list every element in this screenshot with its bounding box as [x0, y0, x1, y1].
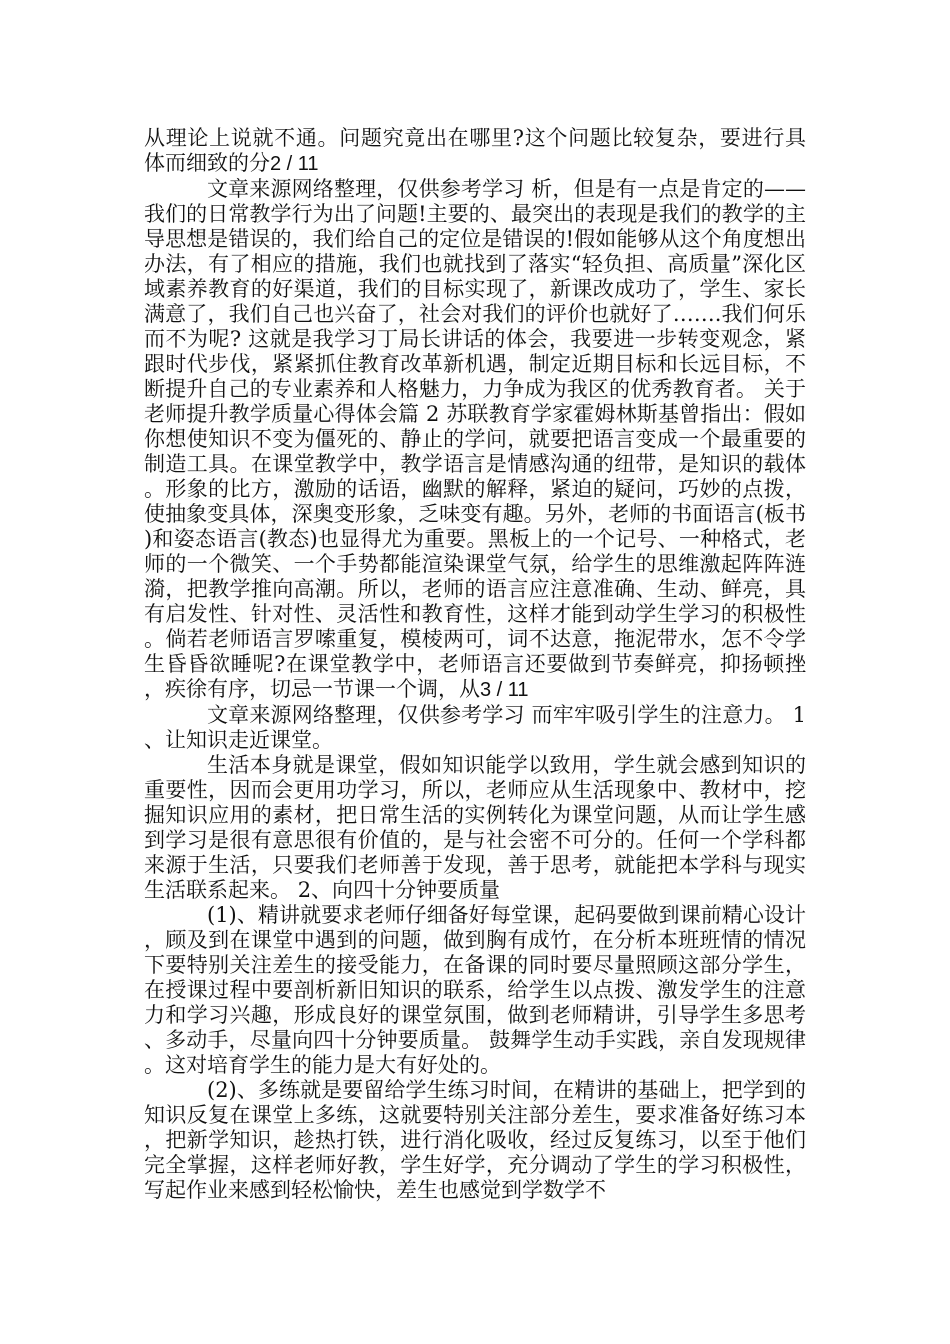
section-heading: 1、让知识走近课堂。: [144, 703, 806, 752]
page-number-marker: 3 / 11: [480, 679, 529, 701]
page-number-marker: 2 / 11: [270, 153, 319, 175]
paragraph-5: (1)、精讲就要求老师仔细备好每堂课，起码要做到课前精心设计，顾及到在课堂中遇到的问题，做到胸有成竹，在分析本班班情的情况下要特别关注差生的接受能力，在备课的同时要尽量照顾这部分学生，在授课过程中要剖析新旧知识的联系，给学生以点拨、激发学生的注意力和学习兴趣，形成良好的课堂氛围，做到老师精讲，引导学生多思考、多动手，尽量向四十分钟要质量。 鼓舞学生动手实践，亲自发现规律。这对培育学生的能力是大有好处的。: [144, 903, 806, 1077]
paragraph-1: [144, 126, 806, 177]
paragraph-3-text: 而牢牢吸引学生的注意力。: [531, 703, 786, 727]
paragraph-6: (2)、多练就是要留给学生练习时间，在精讲的基础上，把学到的知识反复在课堂上多练，这就要特别关注部分差生，要求准备好练习本，把新学知识，趁热打铁，进行消化吸收，经过反复练习，以至于他们完全掌握，这样老师好教，学生好学，充分调动了学生的学习积极性，写起作业来感到轻松愉快，差生也感觉到学数学不: [144, 1078, 806, 1202]
section-heading: 2、向四十分钟要质量: [297, 878, 501, 902]
paragraph-4: [144, 753, 806, 903]
source-note: 文章来源网络整理，仅供参考学习: [207, 703, 525, 727]
paragraph-3: [144, 703, 806, 753]
paragraph-4-text: 生活本身就是课堂，假如知识能学以致用，学生就会感到知识的重要性，因而会更用功学习，所以，老师应从生活现象中、教材中，挖掘知识应用的素材，把日常生活的实例转化为课堂问题，从而让学生感到学习是很有意思很有价值的，是与社会密不可分的。任何一个学科都来源于生活，只要我们老师善于发现，善于思考，就能把本学科与现实生活联系起来。: [144, 753, 806, 902]
source-note: 文章来源网络整理，仅供参考学习: [207, 177, 525, 201]
paragraph-1-text: 从理论上说就不通。问题究竟出在哪里?这个问题比较复杂，要进行具体而细致的分: [144, 126, 806, 175]
paragraph-2-text: 析，但是有一点是肯定的——我们的日常教学行为出了问题!主要的、最突出的表现是我们的教学的主导思想是错误的，我们给自己的定位是错误的!假如能够从这个角度想出办法，有了相应的措施，我们也就找到了落实“轻负担、高质量”深化区域素养教育的好渠道，我们的目标实现了，新课改成功了，学生、家长满意了，我们自己也兴奋了，社会对我们的评价也就好了…….我们何乐而不为呢? 这就是我学习丁局长讲话的体会，我要进一步转变观念，紧跟时代步伐，紧紧抓住教育改革新机遇，制定近期目标和长远目标，不断提升自己的专业素养和人格魅力，力争成为我区的优秀教育者。 关于老师提升教学质量心得体会篇 2 苏联教育学家霍姆林斯基曾指出：假如你想使知识不变为僵死的、静止的学问，就要把语言变成一个最重要的制造工具。在课堂教学中，教学语言是情感沟通的纽带，是知识的载体。形象的比方，激励的话语，幽默的解释，紧迫的疑问，巧妙的点拨，使抽象变具体，深奥变形象，乏味变有趣。另外，老师的书面语言(板书)和姿态语言(教态)也显得尤为重要。黑板上的一个记号、一种格式，老师的一个微笑、一个手势都能渲染课堂气氛，给学生的思维激起阵阵涟漪，把教学推向高潮。所以，老师的语言应注意准确、生动、鲜亮，具有启发性、针对性、灵活性和教育性，这样才能到动学生学习的积极性。倘若老师语言罗嗦重复，模棱两可，词不达意，拖泥带水，怎不令学生昏昏欲睡呢?在课堂教学中，老师语言还要做到节奏鲜亮，抑扬顿挫，疾徐有序，切忌一节课一个调，从: [144, 177, 807, 701]
document-body: [144, 126, 806, 1203]
paragraph-2: [144, 177, 806, 703]
